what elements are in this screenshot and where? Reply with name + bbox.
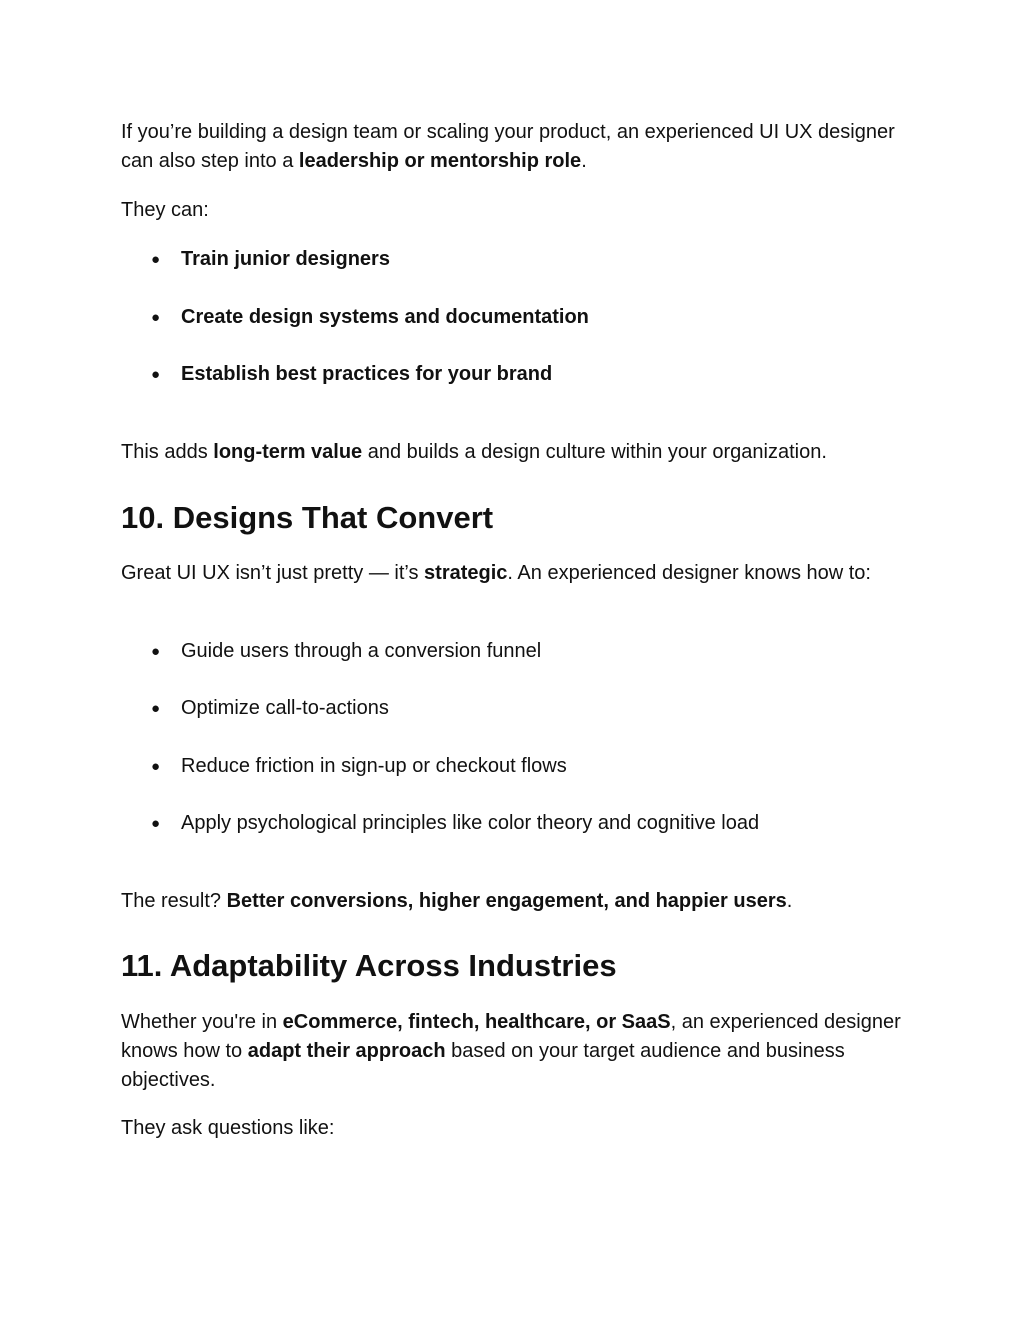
result-text-end: . [786,890,793,912]
value-text: This adds [121,441,214,463]
list-item-label: Guide users through a conversion funnel [181,640,542,662]
bullet-icon: ● [151,758,161,775]
bullet-icon: ● [151,251,161,268]
ask-questions-text: They ask questions like: [121,1117,335,1139]
convert-text-end: . An experienced designer knows how to: [507,562,871,584]
list-item-label: Reduce friction in sign-up or checkout flows [181,755,567,777]
value-text-end: and builds a design culture within your organization. [362,441,827,463]
bullet-icon: ● [151,700,161,717]
value-bold: long-term value [213,441,363,463]
convert-text: Great UI UX isn’t just pretty — it’s [121,562,425,584]
bullet-icon: ● [151,309,161,326]
industries-text-mid: , an experienced designer knows how to [121,1011,901,1062]
they-can-text: They can: [121,199,209,221]
industries-text: Whether you're in [121,1011,283,1033]
industries-paragraph [121,1008,901,1095]
list-item-label: Apply psychological principles like color theory and cognitive load [181,812,760,834]
industries-text-end: based on your target audience and business objectives. [121,1040,845,1091]
bullet-icon: ● [151,643,161,660]
list-item-label: Establish best practices for your brand [181,363,553,385]
list-item-label: Optimize call-to-actions [181,697,389,719]
bullet-icon: ● [151,815,161,832]
section-11-heading: 11. Adaptability Across Industries [121,948,617,983]
industries-bold-2: adapt their approach [247,1040,446,1062]
intro-text-end: . [581,150,587,172]
intro-bold: leadership or mentorship role [298,150,582,172]
result-bold: Better conversions, higher engagement, and happier users [226,890,787,912]
result-paragraph [121,887,901,916]
list-item-label: Train junior designers [181,248,390,270]
bullet-icon: ● [151,366,161,383]
industries-bold: eCommerce, fintech, healthcare, or SaaS [282,1011,671,1033]
intro-paragraph [121,118,901,176]
list-item-label: Create design systems and documentation [181,306,589,328]
intro-text: If you’re building a design team or scaling your product, an experienced UI UX designer can also step into a [121,121,895,172]
value-paragraph [121,438,901,467]
section-10-heading: 10. Designs That Convert [121,500,494,535]
convert-paragraph [121,559,901,588]
convert-bold: strategic [424,562,508,584]
result-text: The result? [121,890,227,912]
